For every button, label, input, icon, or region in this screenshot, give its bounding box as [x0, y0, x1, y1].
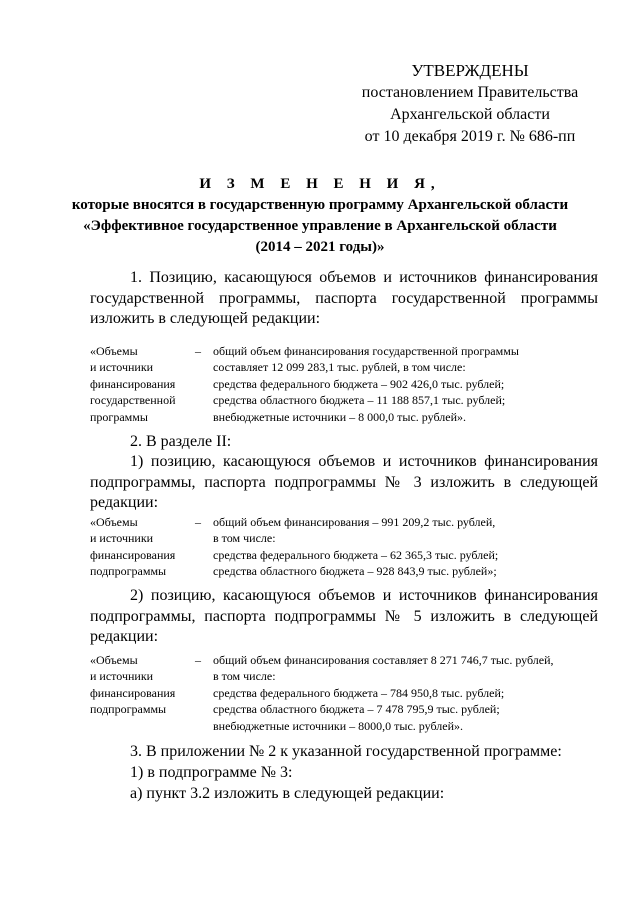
- table-right-column: [213, 652, 598, 734]
- heading-line-2: «Эффективное государственное управление в Архангельской области: [83, 218, 557, 234]
- table-right-cell: общий объем финансирования государственной программы: [213, 344, 519, 358]
- section-1-paragraph: 1. Позицию, касающуюся объемов и источников финансирования государственной программы, паспорта государственной программы изложить в следующей редакции:: [90, 269, 598, 327]
- section-2-funding-table-1: [90, 514, 598, 580]
- table-dash: –: [195, 344, 201, 358]
- table-left-column: [90, 652, 195, 734]
- section-2-item-1: 1) позицию, касающуюся объемов и источников финансирования подпрограммы, паспорта подпрограммы № 3 изложить в следующей редакции:: [90, 453, 598, 511]
- table-right-cell: общий объем финансирования – 991 209,2 тыс. рублей,: [213, 515, 496, 529]
- section-1-funding-table: [90, 343, 598, 425]
- table-right-cell: в том числе:: [213, 531, 276, 546]
- table-right-cell: в том числе:: [213, 669, 276, 684]
- table-dash: –: [195, 653, 201, 667]
- section-2-item-2: 2) позицию, касающуюся объемов и источников финансирования подпрограммы, паспорта подпрограммы № 5 изложить в следующей редакции:: [90, 587, 598, 645]
- table-left-cell: и источники: [90, 669, 154, 684]
- table-right-cell: средства областного бюджета – 928 843,9 тыс. рублей»;: [213, 564, 497, 579]
- heading-title: И З М Е Н Е Н И Я,: [199, 176, 441, 192]
- table-left-cell: финансирования: [90, 685, 176, 700]
- table-left-column: [90, 343, 195, 425]
- approval-line-1: постановлением Правительства: [361, 84, 579, 101]
- table-left-cell: и источники: [90, 531, 154, 546]
- heading-line-1: которые вносятся в государственную программу Архангельской области: [71, 197, 569, 213]
- approval-line-3: от 10 декабря 2019 г. № 686-пп: [364, 128, 576, 145]
- table-left-cell: государственной: [90, 393, 176, 408]
- table-right-cell: средства областного бюджета – 11 188 857,1 тыс. рублей;: [213, 393, 506, 408]
- table-left-cell: финансирования: [90, 547, 176, 562]
- table-right-cell: средства областного бюджета – 7 478 795,9 тыс. рублей;: [213, 702, 500, 717]
- table-right-column: [213, 343, 598, 425]
- table-right-cell: средства федерального бюджета – 784 950,8 тыс. рублей;: [213, 685, 505, 700]
- table-right-cell: общий объем финансирования составляет 8 271 746,7 тыс. рублей,: [213, 653, 554, 667]
- section-3-line-3: а) пункт 3.2 изложить в следующей редакции:: [130, 785, 445, 802]
- section-3-line-1: 3. В приложении № 2 к указанной государственной программе:: [130, 743, 562, 760]
- table-right-column: [213, 514, 598, 580]
- section-2-heading: 2. В разделе II:: [130, 433, 232, 450]
- section-3-line-2: 1) в подпрограмме № 3:: [130, 764, 293, 781]
- table-right-cell: составляет 12 099 283,1 тыс. рублей, в том числе:: [213, 360, 466, 375]
- document-heading: [70, 174, 570, 258]
- table-left-cell: и источники: [90, 360, 154, 375]
- table-left-cell: «Объемы: [90, 653, 138, 667]
- table-left-cell: финансирования: [90, 376, 176, 391]
- heading-line-3: (2014 – 2021 годы)»: [255, 239, 385, 255]
- table-left-cell: программы: [90, 409, 148, 424]
- table-left-cell: подпрограммы: [90, 702, 167, 717]
- table-left-cell: «Объемы: [90, 515, 138, 529]
- table-left-column: [90, 514, 195, 580]
- table-right-cell: средства федерального бюджета – 902 426,0 тыс. рублей;: [213, 376, 505, 391]
- table-right-cell: внебюджетные источники – 8 000,0 тыс. рублей».: [213, 409, 467, 424]
- section-2-funding-table-2: [90, 652, 598, 734]
- table-left-cell: «Объемы: [90, 344, 138, 358]
- table-dash: –: [195, 515, 201, 529]
- approval-line-2: Архангельской области: [390, 106, 550, 123]
- approval-block: [340, 60, 600, 148]
- table-right-cell: средства федерального бюджета – 62 365,3 тыс. рублей;: [213, 547, 499, 562]
- table-right-cell: внебюджетные источники – 8000,0 тыс. рублей».: [213, 718, 464, 733]
- table-left-cell: подпрограммы: [90, 564, 167, 579]
- approval-title: УТВЕРЖДЕНЫ: [411, 61, 529, 80]
